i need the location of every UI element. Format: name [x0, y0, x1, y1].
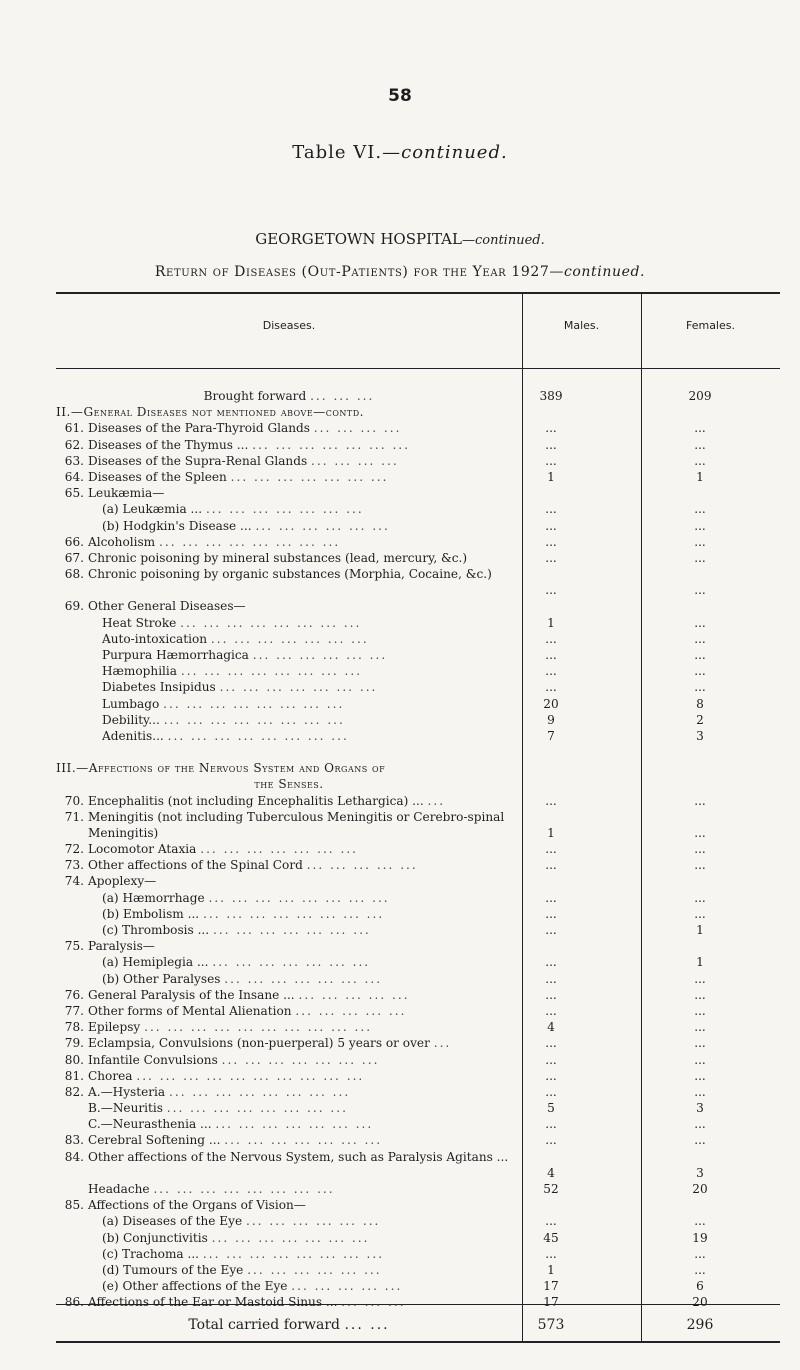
table-row: 70. Encephalitis (not including Encephalitis Lethargica) ... ... ... ... — [64, 793, 706, 808]
diseases-table — [56, 292, 780, 1347]
table-title-continued: —continued. — [382, 142, 508, 163]
table-row: 86. Affections of the Ear or Mastoid Sinus ... ... ... ... 17 20 — [64, 1295, 708, 1310]
table-row: (b) Embolism ... ... ... ... ... ... ... ... ... ... ... — [102, 906, 706, 921]
table-row: B.—Neuritis ... ... ... ... ... ... ... ... 5 3 — [88, 1101, 704, 1116]
total-row — [56, 1317, 780, 1335]
table-title — [0, 142, 800, 163]
table-row: (a) Leukæmia ... ... ... ... ... ... ... ... ... ... — [102, 502, 706, 517]
section-label: III.—Affections of the Nervous System and Organs of — [56, 761, 386, 776]
table-row — [56, 388, 780, 404]
table-row: 75. Paralysis— — [64, 939, 155, 954]
table-row: 68. Chronic poisoning by organic substances (Morphia, Cocaine, &c.) ... ... — [64, 567, 706, 598]
table-row: 69. Other General Diseases— — [64, 599, 246, 614]
table-row: Purpura Hæmorrhagica ... ... ... ... ... ... ... ... — [102, 648, 706, 663]
table-row: Debility... ... ... ... ... ... ... ... ... 9 2 — [102, 712, 704, 727]
header-diseases: Diseases. — [262, 319, 316, 332]
table-row: 63. Diseases of the Supra-Renal Glands ... ... ... ... ... ... — [64, 453, 706, 468]
table-row: (a) Hemiplegia ... ... ... ... ... ... ... ... ... 1 — [102, 955, 704, 970]
bottom-rule — [56, 1341, 780, 1343]
table-row: 73. Other affections of the Spinal Cord ... ... ... ... ... ... ... — [64, 858, 706, 873]
table-row: (d) Tumours of the Eye ... ... ... ... ... ... 1 ... — [102, 1262, 706, 1277]
section-heading — [56, 760, 780, 776]
hospital-continued: —continued. — [461, 233, 545, 248]
table-row: 79. Eclampsia, Convulsions (non-puerperal) 5 years or over ... ... ... — [64, 1036, 706, 1051]
females-value: 209 — [688, 389, 712, 403]
table-row: (a) Hæmorrhage ... ... ... ... ... ... ... ... ... ... — [102, 890, 706, 905]
spacer-row — [56, 744, 780, 760]
table-row: 72. Locomotor Ataxia ... ... ... ... ... ... ... ... ... — [64, 842, 706, 857]
table-row: Hæmophilia ... ... ... ... ... ... ... ... ... ... — [102, 664, 706, 679]
total-males: 573 — [537, 1317, 565, 1333]
table-row: 85. Affections of the Organs of Vision— — [64, 1198, 306, 1213]
section-label: II.—General Diseases not mentioned above—contd. — [56, 405, 365, 420]
table-row: (c) Thrombosis ... ... ... ... ... ... ... ... ... 1 — [102, 923, 704, 938]
table-row: 83. Cerebral Softening ... ... ... ... ... ... ... ... ... ... — [64, 1133, 706, 1148]
table-row: (c) Trachoma ... ... ... ... ... ... ... ... ... ... ... — [102, 1246, 706, 1261]
table-row: Headache ... ... ... ... ... ... ... ... 52 20 — [88, 1182, 708, 1197]
table-row: 71. Meningitis (not including Tuberculous Meningitis or Cerebro-spinal Meningitis) 1 ... — [64, 809, 706, 840]
hospital-name: GEORGETOWN HOSPITAL — [255, 230, 462, 248]
table-row: 81. Chorea ... ... ... ... ... ... ... ... ... ... ... ... — [64, 1068, 706, 1083]
table-row: Adenitis... ... ... ... ... ... ... ... ... 7 3 — [102, 728, 704, 743]
table-row: 62. Diseases of the Thymus ... ... ... ... ... ... ... ... ... ... — [64, 437, 706, 452]
total-females: 296 — [686, 1317, 714, 1333]
header-females: Females. — [685, 319, 735, 332]
section-heading — [56, 404, 780, 420]
table-row: 64. Diseases of the Spleen ... ... ... ... ... ... ... 1 1 — [64, 469, 704, 484]
table-row: C.—Neurasthenia ... ... ... ... ... ... ... ... ... ... — [88, 1117, 706, 1132]
return-title-main: Return of Diseases (Out-Patients) for the Year 1927 — [154, 264, 550, 280]
table-row: Auto-intoxication ... ... ... ... ... ... ... ... ... — [102, 631, 706, 646]
table-row: (b) Other Paralyses ... ... ... ... ... ... ... ... ... — [102, 971, 706, 986]
table-row: 66. Alcoholism ... ... ... ... ... ... ... ... ... ... — [64, 534, 706, 549]
table-row: 65. Leukæmia— — [64, 486, 165, 501]
return-title-continued: —continued. — [549, 264, 646, 280]
total-label: Total carried forward ... ... — [188, 1317, 390, 1333]
table-row: 80. Infantile Convulsions ... ... ... ... ... ... ... ... ... — [64, 1052, 706, 1067]
table-row: (a) Diseases of the Eye ... ... ... ... ... ... ... ... — [102, 1214, 706, 1229]
row-label: Brought forward ... ... ... — [203, 389, 375, 403]
header-rule — [56, 368, 780, 369]
table-row: Diabetes Insipidus ... ... ... ... ... ... ... ... ... — [102, 680, 706, 695]
table-row: 61. Diseases of the Para-Thyroid Glands ... ... ... ... ... ... — [64, 421, 706, 436]
section-heading-cont — [56, 776, 780, 792]
table-row: 76. General Paralysis of the Insane ... ... ... ... ... ... ... ... — [64, 987, 706, 1002]
table-row: 74. Apoplexy— — [64, 874, 157, 889]
table-row: Heat Stroke ... ... ... ... ... ... ... ... 1 ... — [102, 615, 706, 630]
table-row: Lumbago ... ... ... ... ... ... ... ... 20 8 — [102, 696, 704, 711]
table-title-main: Table VI. — [292, 142, 383, 163]
header-males: Males. — [563, 319, 600, 332]
section-label: the Senses. — [254, 777, 324, 792]
return-title — [0, 264, 800, 280]
table-row: 84. Other affections of the Nervous System, such as Paralysis Agitans ... 4 3 — [64, 1149, 704, 1180]
table-row: (e) Other affections of the Eye ... ... ... ... ... 17 6 — [102, 1279, 704, 1294]
table-body — [56, 388, 780, 1311]
table-row: 77. Other forms of Mental Alienation ... ... ... ... ... ... ... — [64, 1003, 706, 1018]
table-row: 82. A.—Hysteria ... ... ... ... ... ... ... ... ... ... — [64, 1084, 706, 1099]
table-row: (b) Hodgkin's Disease ... ... ... ... ... ... ... ... ... — [102, 518, 706, 533]
page-number: 58 — [388, 86, 412, 106]
table-row: (b) Conjunctivitis ... ... ... ... ... ... ... 45 19 — [102, 1230, 708, 1245]
table-row: 78. Epilepsy ... ... ... ... ... ... ... ... ... ... 4 ... — [64, 1020, 706, 1035]
table-row: 67. Chronic poisoning by mineral substances (lead, mercury, &c.) ... ... — [64, 550, 706, 565]
top-rule — [56, 292, 780, 294]
males-value: 389 — [539, 389, 563, 403]
hospital-heading — [0, 230, 800, 248]
